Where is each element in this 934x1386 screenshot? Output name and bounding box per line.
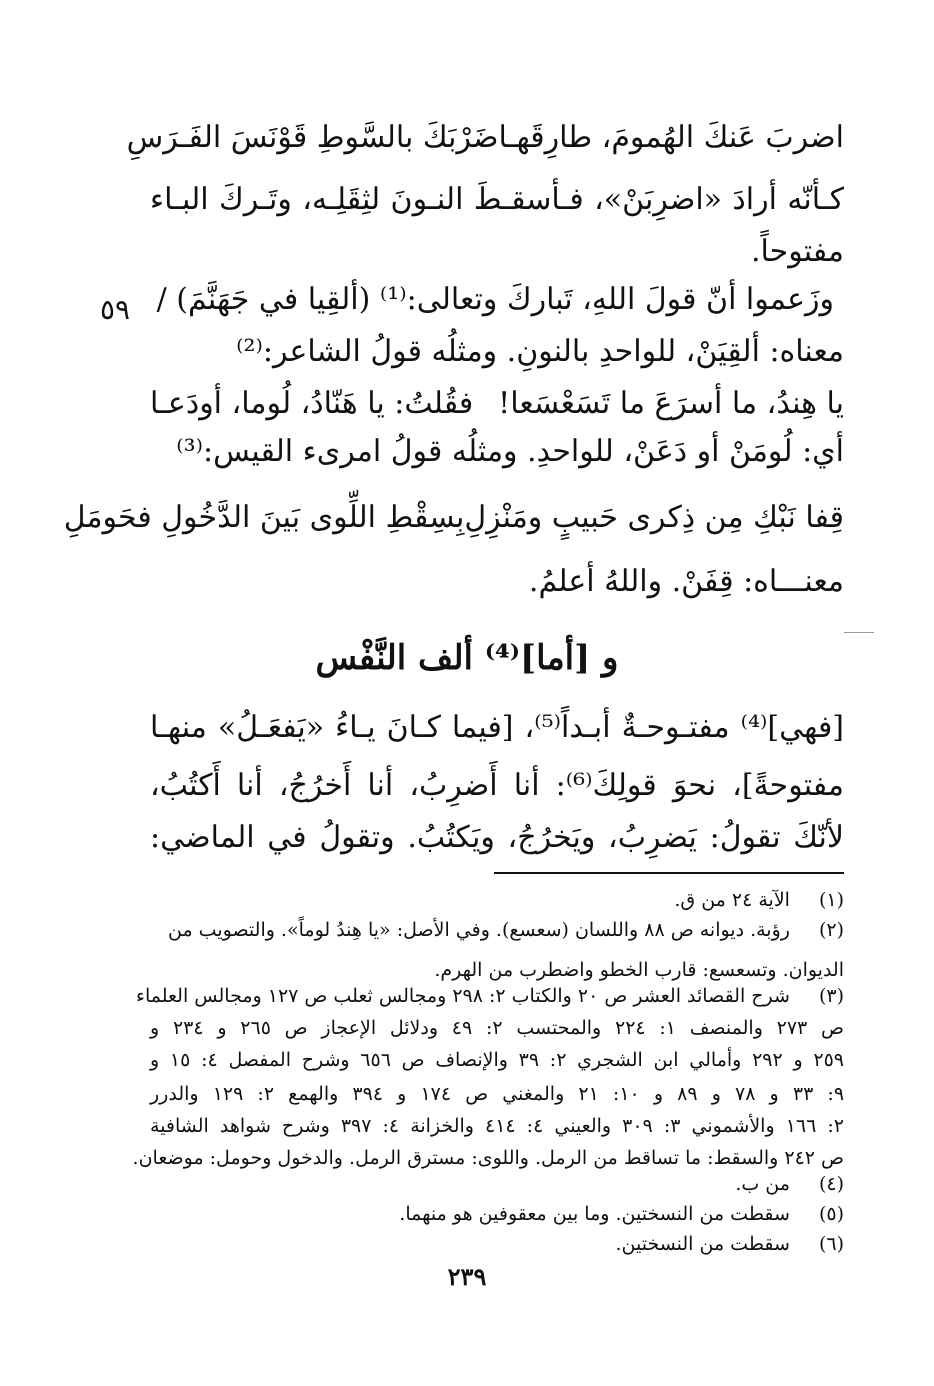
section-heading: و [أما]⁽⁴⁾ ألف النَّفْس bbox=[315, 638, 619, 678]
text-line-1: كـأنّه أرادَ «اضرِبَنْ»، فـأسقـطَ النـونَ لثِقَلِـه، وتَـركَ البـاء bbox=[150, 182, 844, 217]
text-line-8: مفتوحةً]، نحوَ قولِكَ⁽⁶⁾: أنا أَضرِبُ، أنا أَخرُجُ، أنا أَكتُبُ، bbox=[150, 768, 844, 803]
footnote-text: سقطت من النسختين. bbox=[615, 1233, 790, 1255]
footnote-6 bbox=[150, 1230, 844, 1258]
verse-2 bbox=[150, 384, 844, 424]
footnote-3-line-3: ٢٥٩ و ٢٩٢ وأمالي ابن الشجري ٢: ٣٩ والإنصاف ص ٦٥٦ وشرح المفصل ٤: ١٥ و bbox=[150, 1049, 844, 1071]
footnote-number: (٢) bbox=[818, 919, 844, 941]
footnote-3-line-2: ص ٢٧٣ والمنصف ١: ٢٢٤ والمحتسب ٢: ٤٩ ودلائل الإعجاز ص ٢٦٥ و ٢٣٤ و bbox=[150, 1017, 845, 1039]
footnote-2 bbox=[150, 916, 844, 944]
footnote-1 bbox=[150, 886, 844, 914]
verse-1-first-hemistich: اضربَ عَنكَ الهُمومَ، طارِقَهـا bbox=[498, 120, 844, 155]
footnote-number: (٥) bbox=[818, 1203, 844, 1225]
footnote-text: شرح القصائد العشر ص ٢٠ والكتاب ٢: ٢٩٨ ومجالس ثعلب ص ١٢٧ ومجالس العلماء bbox=[136, 985, 790, 1007]
footnote-text: سقطت من النسختين. وما بين معقوفين هو منهما. bbox=[399, 1203, 790, 1225]
footnote-2-continued: الديوان. وتسعسع: قارب الخطو واضطرب من الهرم. bbox=[434, 959, 844, 981]
verse-1-second-hemistich: ضَرْبَكَ بالسَّوطِ قَوْنَسَ الفَـرَسِ bbox=[126, 120, 499, 155]
footnote-separator bbox=[494, 872, 844, 874]
footnote-5 bbox=[150, 1200, 844, 1228]
verse-3-first-hemistich: قِفا نَبْكِ مِن ذِكرى حَبيبٍ ومَنْزِلِ bbox=[464, 500, 844, 535]
footnote-number: (١) bbox=[818, 889, 844, 911]
text-line-2: مفتوحاً. bbox=[750, 234, 844, 269]
footnote-number: (٣) bbox=[818, 985, 844, 1007]
text-line-3: وزَعموا أنّ قولَ اللهِ، تَباركَ وتعالى:⁽¹⁾ (ألقِيا في جَهَنَّمَ) / bbox=[156, 282, 834, 317]
text-line-6: معنـــاه: قِفَنْ. واللهُ أعلمُ. bbox=[528, 564, 844, 599]
text-line-4: معناه: ألقِيَنْ، للواحدِ بالنونِ. ومثلُه قولُ الشاعر:⁽²⁾ bbox=[236, 334, 844, 369]
verse-2-second-hemistich: فقُلتُ: يا هَنّادُ، لُوما، أودَعـا bbox=[150, 386, 474, 421]
footnote-3-line-6: ص ٢٤٢ والسقط: ما تساقط من الرمل. واللوى: مسترق الرمل. والدخول وحومل: موضعان. bbox=[132, 1147, 844, 1169]
footnote-text: من ب. bbox=[735, 1173, 790, 1195]
verse-3-second-hemistich: بِسِقْطِ اللِّوى بَينَ الدَّخُولِ فحَومَلِ bbox=[63, 500, 465, 535]
margin-mark bbox=[844, 632, 874, 633]
footnote-3-line-4: ٩: ٣٣ و ٧٨ و ٨٩ و ١٠: ٢١ والمغني ص ١٧٤ و ٣٩٤ والهمع ٢: ١٢٩ والدرر bbox=[150, 1083, 845, 1105]
footnote-3 bbox=[136, 982, 844, 1010]
verse-2-first-hemistich: يا هِندُ، ما أسرَعَ ما تَسَعْسَعا! bbox=[498, 386, 844, 421]
text-line-5: أي: لُومَنْ أو دَعَنْ، للواحدِ. ومثلُه قولُ امرىء القيس:⁽³⁾ bbox=[176, 434, 844, 469]
footnote-4 bbox=[150, 1170, 844, 1198]
footnote-number: (٦) bbox=[818, 1233, 844, 1255]
footnote-3-line-5: ٢: ١٦٦ والأشموني ٣: ٣٠٩ والعيني ٤: ٤١٤ والخزانة ٤: ٣٩٧ وشرح شواهد الشافية bbox=[150, 1115, 845, 1137]
verse-1 bbox=[126, 118, 844, 158]
page-number: ٢٣٩ bbox=[447, 1262, 487, 1291]
margin-page-number: ٥٩ bbox=[100, 293, 131, 326]
footnote-text: رؤبة. ديوانه ص ٨٨ واللسان (سعسع). وفي الأصل: «يا هِندُ لوماً». والتصويب من bbox=[168, 919, 790, 941]
footnote-number: (٤) bbox=[818, 1173, 844, 1195]
footnote-text: الآية ٢٤ من ق. bbox=[674, 889, 790, 911]
text-line-7: [فهي]⁽⁴⁾ مفتـوحـةٌ أبـداً⁽⁵⁾، [فيما كـانَ يـاءُ «يَفعَـلُ» منهـا bbox=[150, 710, 844, 745]
verse-3 bbox=[63, 498, 844, 538]
text-line-9: لأنّكَ تقولُ: يَضرِبُ، ويَخرُجُ، ويَكتُبُ. وتقولُ في الماضي: bbox=[150, 820, 844, 855]
